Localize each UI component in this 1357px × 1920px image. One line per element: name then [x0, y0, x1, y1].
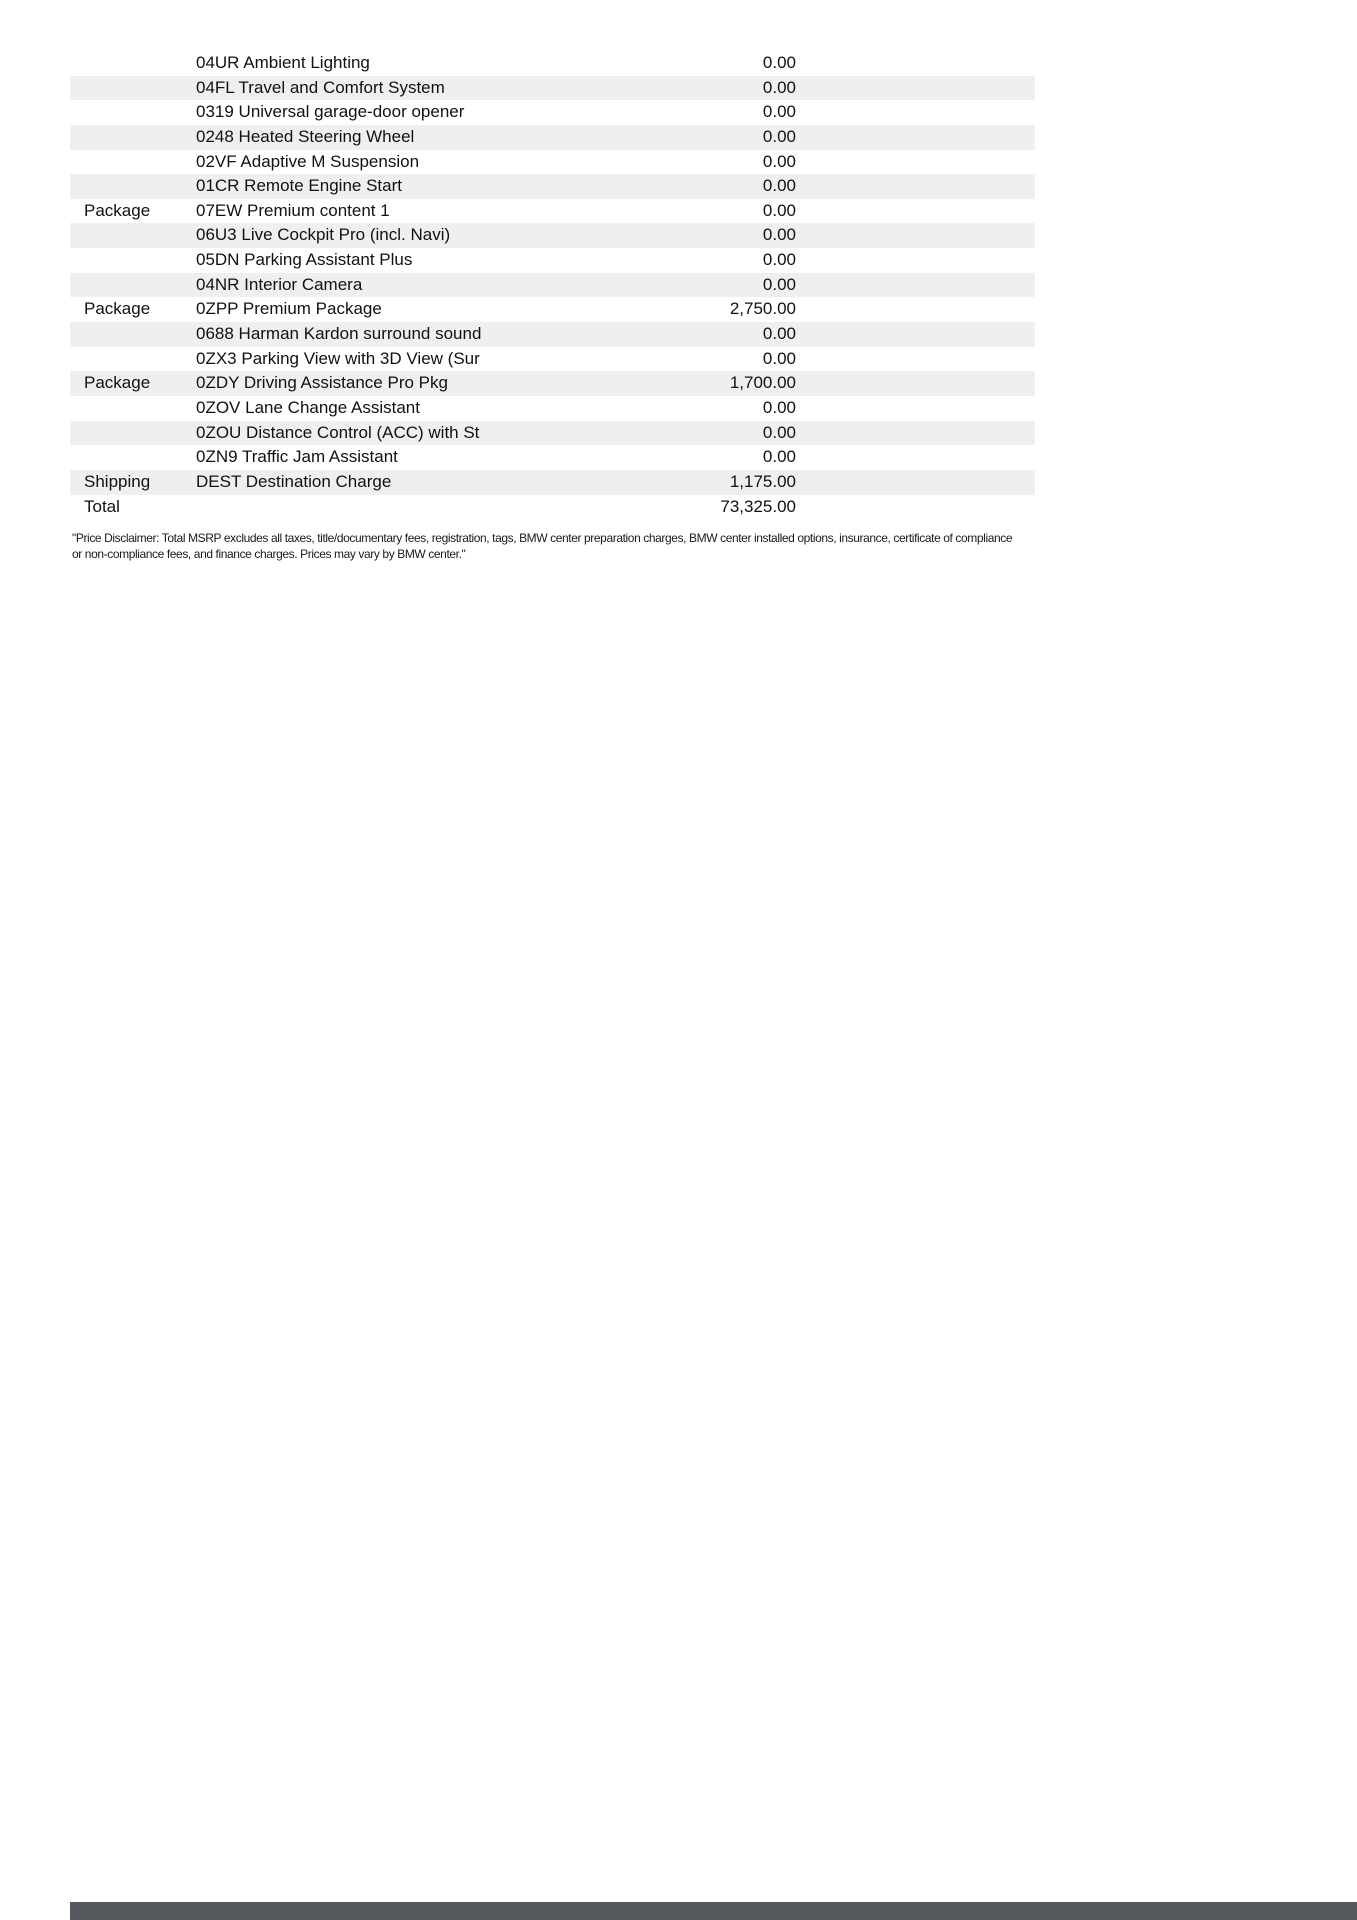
- description-cell: 07EW Premium content 1: [196, 200, 390, 220]
- description-cell: 02VF Adaptive M Suspension: [196, 151, 420, 171]
- table-row: [70, 322, 1035, 347]
- price-cell: 0.00: [762, 274, 796, 294]
- table-row: [70, 297, 1035, 322]
- price-cell: 0.00: [762, 422, 796, 442]
- price-cell: 0.00: [762, 447, 796, 467]
- price-cell: 0.00: [762, 250, 796, 270]
- table-row: [70, 76, 1035, 101]
- options-price-table: [70, 51, 1035, 519]
- description-cell: 01CR Remote Engine Start: [196, 176, 402, 196]
- table-row: [70, 495, 1035, 520]
- table-row: [70, 223, 1035, 248]
- price-cell: 0.00: [762, 348, 796, 368]
- description-cell: 0ZOV Lane Change Assistant: [196, 397, 420, 417]
- price-cell: 2,750.00: [729, 299, 796, 319]
- description-cell: DEST Destination Charge: [196, 471, 392, 491]
- price-cell: 0.00: [762, 77, 796, 97]
- description-cell: 0ZDY Driving Assistance Pro Pkg: [196, 373, 448, 393]
- category-cell: Total: [84, 496, 120, 516]
- price-cell: 0.00: [762, 53, 796, 72]
- price-cell: 1,700.00: [729, 373, 796, 393]
- price-cell: 0.00: [762, 176, 796, 196]
- category-cell: Package: [84, 299, 151, 319]
- description-cell: 0ZPP Premium Package: [196, 299, 382, 319]
- table-row: [70, 248, 1035, 273]
- table-row: [70, 347, 1035, 372]
- description-cell: 0ZX3 Parking View with 3D View (Sur: [196, 348, 480, 368]
- price-cell: 0.00: [762, 102, 796, 122]
- price-cell: 0.00: [762, 200, 796, 220]
- category-cell: Package: [84, 373, 151, 393]
- table-row: [70, 100, 1035, 125]
- bottom-bar: [70, 1902, 1357, 1920]
- description-cell: 0ZN9 Traffic Jam Assistant: [196, 447, 398, 467]
- description-cell: 04NR Interior Camera: [196, 274, 363, 294]
- category-cell: Shipping: [84, 471, 151, 491]
- table-row: [70, 445, 1035, 470]
- table-row: [70, 371, 1035, 396]
- table-row: [70, 273, 1035, 298]
- description-cell: 0319 Universal garage-door opener: [196, 102, 465, 122]
- price-cell: 1,175.00: [729, 471, 796, 491]
- price-cell: 0.00: [762, 397, 796, 417]
- description-cell: 0248 Heated Steering Wheel: [196, 126, 415, 146]
- table-row: [70, 199, 1035, 224]
- table-row: [70, 396, 1035, 421]
- table-row: [70, 470, 1035, 495]
- description-cell: 04FL Travel and Comfort System: [196, 77, 445, 97]
- table-row: [70, 150, 1035, 175]
- price-cell: 0.00: [762, 151, 796, 171]
- table-row: [70, 125, 1035, 150]
- price-cell: 73,325.00: [720, 496, 796, 516]
- description-cell: 0688 Harman Kardon surround sound: [196, 324, 482, 344]
- price-cell: 0.00: [762, 126, 796, 146]
- description-cell: 04UR Ambient Lighting: [196, 53, 370, 72]
- table-row: [70, 51, 1035, 76]
- price-cell: 0.00: [762, 324, 796, 344]
- description-cell: 06U3 Live Cockpit Pro (incl. Navi): [196, 225, 451, 245]
- description-cell: 05DN Parking Assistant Plus: [196, 250, 413, 270]
- price-disclaimer: "Price Disclaimer: Total MSRP excludes all taxes, title/documentary fees, registration, tags, BMW center preparation charges, BMW center installed options, insurance, certificate of compliance or non-compliance fees, and finance charges. Prices may vary by BMW center.": [72, 531, 1013, 561]
- table-row: [70, 421, 1035, 446]
- category-cell: Package: [84, 200, 151, 220]
- price-cell: 0.00: [762, 225, 796, 245]
- description-cell: 0ZOU Distance Control (ACC) with St: [196, 422, 480, 442]
- table-row: [70, 174, 1035, 199]
